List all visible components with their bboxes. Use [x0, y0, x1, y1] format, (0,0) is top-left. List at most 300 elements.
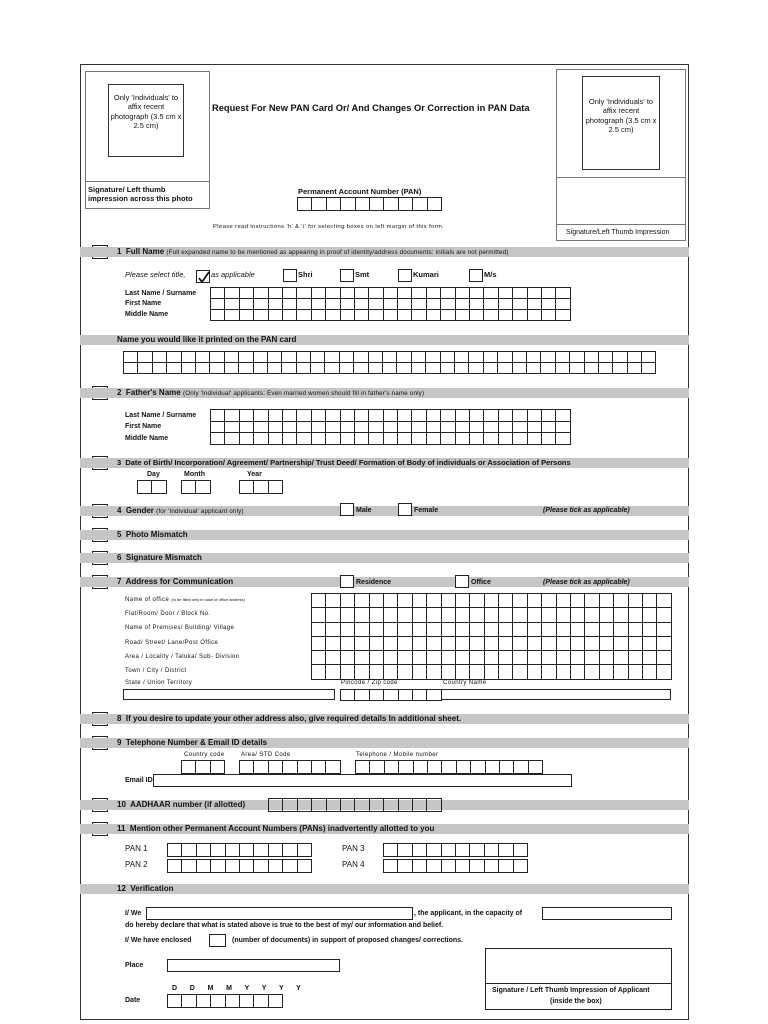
char-cell[interactable]: [297, 363, 311, 374]
s1-name-grid[interactable]: [210, 287, 571, 321]
place-input[interactable]: [167, 959, 340, 972]
char-cell[interactable]: [254, 422, 268, 434]
char-cell[interactable]: [182, 481, 196, 494]
char-cell[interactable]: [211, 299, 225, 310]
char-cell[interactable]: [384, 288, 398, 299]
char-cell[interactable]: [556, 310, 570, 321]
char-cell[interactable]: [657, 623, 671, 637]
char-cell[interactable]: [399, 799, 413, 812]
char-cell[interactable]: [456, 310, 470, 321]
char-cell[interactable]: [355, 288, 369, 299]
char-cell[interactable]: [412, 310, 426, 321]
char-cell[interactable]: [484, 422, 498, 434]
char-cell[interactable]: [470, 594, 484, 608]
char-cell[interactable]: [167, 363, 181, 374]
char-cell[interactable]: [412, 288, 426, 299]
char-cell[interactable]: [182, 844, 196, 857]
char-cell[interactable]: [384, 608, 398, 622]
char-cell[interactable]: [528, 651, 542, 665]
char-cell[interactable]: [240, 410, 254, 422]
char-cell[interactable]: [269, 860, 283, 873]
char-cell[interactable]: [297, 299, 311, 310]
char-cell[interactable]: [585, 352, 599, 363]
char-cell[interactable]: [370, 651, 384, 665]
char-cell[interactable]: [499, 651, 513, 665]
char-cell[interactable]: [629, 594, 643, 608]
char-cell[interactable]: [269, 422, 283, 434]
char-cell[interactable]: [513, 422, 527, 434]
char-cell[interactable]: [528, 288, 542, 299]
char-cell[interactable]: [528, 433, 542, 445]
char-cell[interactable]: [657, 637, 671, 651]
char-cell[interactable]: [428, 198, 442, 211]
char-cell[interactable]: [398, 637, 412, 651]
char-cell[interactable]: [326, 433, 340, 445]
char-cell[interactable]: [499, 608, 513, 622]
char-cell[interactable]: [470, 310, 484, 321]
char-cell[interactable]: [398, 665, 412, 679]
char-cell[interactable]: [441, 352, 455, 363]
char-cell[interactable]: [326, 310, 340, 321]
char-cell[interactable]: [298, 799, 312, 812]
pan3-grid[interactable]: [383, 843, 528, 857]
country-code-grid[interactable]: [181, 760, 225, 774]
char-cell[interactable]: [283, 310, 297, 321]
char-cell[interactable]: [384, 637, 398, 651]
char-cell[interactable]: [240, 288, 254, 299]
char-cell[interactable]: [383, 352, 397, 363]
female-checkbox[interactable]: [398, 503, 412, 516]
char-cell[interactable]: [542, 637, 556, 651]
char-cell[interactable]: [196, 352, 210, 363]
char-cell[interactable]: [383, 363, 397, 374]
char-cell[interactable]: [326, 665, 340, 679]
char-cell[interactable]: [413, 690, 427, 701]
char-cell[interactable]: [312, 433, 326, 445]
char-cell[interactable]: [240, 995, 254, 1008]
char-cell[interactable]: [412, 299, 426, 310]
char-cell[interactable]: [384, 422, 398, 434]
char-cell[interactable]: [470, 860, 484, 873]
char-cell[interactable]: [427, 799, 441, 812]
char-cell[interactable]: [240, 761, 254, 774]
char-cell[interactable]: [413, 860, 427, 873]
char-cell[interactable]: [643, 637, 657, 651]
char-cell[interactable]: [470, 651, 484, 665]
char-cell[interactable]: [210, 363, 224, 374]
char-cell[interactable]: [455, 363, 469, 374]
char-cell[interactable]: [514, 844, 528, 857]
char-cell[interactable]: [629, 637, 643, 651]
char-cell[interactable]: [341, 310, 355, 321]
char-cell[interactable]: [138, 363, 152, 374]
char-cell[interactable]: [513, 433, 527, 445]
char-cell[interactable]: [211, 995, 225, 1008]
s2-name-grid[interactable]: [210, 409, 571, 445]
char-cell[interactable]: [557, 623, 571, 637]
char-cell[interactable]: [341, 651, 355, 665]
char-cell[interactable]: [442, 761, 456, 774]
applicant-name-input[interactable]: [146, 907, 413, 920]
char-cell[interactable]: [327, 198, 341, 211]
char-cell[interactable]: [556, 299, 570, 310]
char-cell[interactable]: [254, 299, 268, 310]
char-cell[interactable]: [355, 799, 369, 812]
char-cell[interactable]: [426, 352, 440, 363]
char-cell[interactable]: [369, 410, 383, 422]
email-input[interactable]: [153, 774, 572, 787]
char-cell[interactable]: [542, 288, 556, 299]
char-cell[interactable]: [398, 860, 412, 873]
char-cell[interactable]: [196, 481, 210, 494]
char-cell[interactable]: [499, 860, 513, 873]
aadhaar-grid[interactable]: [268, 798, 442, 812]
day-grid[interactable]: [137, 480, 167, 494]
char-cell[interactable]: [456, 433, 470, 445]
char-cell[interactable]: [311, 352, 325, 363]
char-cell[interactable]: [240, 422, 254, 434]
char-cell[interactable]: [297, 352, 311, 363]
char-cell[interactable]: [226, 844, 240, 857]
char-cell[interactable]: [254, 288, 268, 299]
char-cell[interactable]: [427, 637, 441, 651]
char-cell[interactable]: [442, 860, 456, 873]
char-cell[interactable]: [239, 363, 253, 374]
char-cell[interactable]: [412, 352, 426, 363]
char-cell[interactable]: [470, 608, 484, 622]
char-cell[interactable]: [456, 860, 470, 873]
char-cell[interactable]: [499, 637, 513, 651]
char-cell[interactable]: [413, 637, 427, 651]
char-cell[interactable]: [585, 637, 599, 651]
char-cell[interactable]: [541, 352, 555, 363]
char-cell[interactable]: [456, 844, 470, 857]
char-cell[interactable]: [225, 288, 239, 299]
char-cell[interactable]: [657, 608, 671, 622]
char-cell[interactable]: [427, 299, 441, 310]
char-cell[interactable]: [412, 433, 426, 445]
char-cell[interactable]: [657, 594, 671, 608]
char-cell[interactable]: [643, 665, 657, 679]
char-cell[interactable]: [211, 433, 225, 445]
char-cell[interactable]: [484, 433, 498, 445]
char-cell[interactable]: [470, 422, 484, 434]
char-cell[interactable]: [210, 352, 224, 363]
char-cell[interactable]: [485, 844, 499, 857]
char-cell[interactable]: [499, 594, 513, 608]
char-cell[interactable]: [398, 844, 412, 857]
date-grid[interactable]: [167, 994, 283, 1008]
char-cell[interactable]: [168, 995, 182, 1008]
char-cell[interactable]: [283, 422, 297, 434]
char-cell[interactable]: [542, 422, 556, 434]
char-cell[interactable]: [599, 352, 613, 363]
char-cell[interactable]: [456, 288, 470, 299]
char-cell[interactable]: [225, 352, 239, 363]
char-cell[interactable]: [340, 352, 354, 363]
char-cell[interactable]: [412, 363, 426, 374]
char-cell[interactable]: [542, 433, 556, 445]
char-cell[interactable]: [613, 363, 627, 374]
char-cell[interactable]: [283, 288, 297, 299]
char-cell[interactable]: [470, 844, 484, 857]
char-cell[interactable]: [196, 761, 210, 774]
char-cell[interactable]: [470, 299, 484, 310]
char-cell[interactable]: [471, 761, 485, 774]
char-cell[interactable]: [599, 363, 613, 374]
char-cell[interactable]: [412, 410, 426, 422]
char-cell[interactable]: [370, 594, 384, 608]
char-cell[interactable]: [240, 481, 254, 494]
char-cell[interactable]: [428, 761, 442, 774]
address-grid[interactable]: [311, 593, 672, 680]
char-cell[interactable]: [398, 594, 412, 608]
char-cell[interactable]: [226, 995, 240, 1008]
char-cell[interactable]: [585, 608, 599, 622]
char-cell[interactable]: [527, 352, 541, 363]
char-cell[interactable]: [182, 761, 196, 774]
char-cell[interactable]: [298, 860, 312, 873]
char-cell[interactable]: [384, 860, 398, 873]
char-cell[interactable]: [528, 608, 542, 622]
char-cell[interactable]: [268, 352, 282, 363]
char-cell[interactable]: [369, 288, 383, 299]
char-cell[interactable]: [542, 623, 556, 637]
char-cell[interactable]: [499, 310, 513, 321]
char-cell[interactable]: [499, 665, 513, 679]
country-input[interactable]: [441, 689, 671, 700]
char-cell[interactable]: [412, 422, 426, 434]
char-cell[interactable]: [643, 651, 657, 665]
char-cell[interactable]: [642, 363, 656, 374]
char-cell[interactable]: [427, 651, 441, 665]
char-cell[interactable]: [370, 623, 384, 637]
char-cell[interactable]: [124, 363, 138, 374]
char-cell[interactable]: [283, 433, 297, 445]
char-cell[interactable]: [370, 637, 384, 651]
char-cell[interactable]: [585, 363, 599, 374]
char-cell[interactable]: [542, 651, 556, 665]
pan-input-grid[interactable]: [297, 197, 442, 211]
char-cell[interactable]: [297, 288, 311, 299]
char-cell[interactable]: [527, 363, 541, 374]
state-input[interactable]: [123, 689, 335, 700]
char-cell[interactable]: [225, 299, 239, 310]
char-cell[interactable]: [499, 422, 513, 434]
char-cell[interactable]: [370, 761, 384, 774]
char-cell[interactable]: [413, 198, 427, 211]
char-cell[interactable]: [456, 410, 470, 422]
char-cell[interactable]: [513, 594, 527, 608]
char-cell[interactable]: [340, 363, 354, 374]
char-cell[interactable]: [441, 410, 455, 422]
char-cell[interactable]: [456, 651, 470, 665]
char-cell[interactable]: [399, 761, 413, 774]
char-cell[interactable]: [457, 761, 471, 774]
char-cell[interactable]: [384, 623, 398, 637]
char-cell[interactable]: [484, 310, 498, 321]
char-cell[interactable]: [441, 433, 455, 445]
char-cell[interactable]: [427, 860, 441, 873]
char-cell[interactable]: [442, 844, 456, 857]
char-cell[interactable]: [297, 410, 311, 422]
char-cell[interactable]: [297, 422, 311, 434]
char-cell[interactable]: [355, 422, 369, 434]
num-documents-input[interactable]: [209, 934, 226, 947]
char-cell[interactable]: [254, 352, 268, 363]
char-cell[interactable]: [312, 288, 326, 299]
char-cell[interactable]: [312, 410, 326, 422]
char-cell[interactable]: [456, 665, 470, 679]
char-cell[interactable]: [541, 363, 555, 374]
char-cell[interactable]: [485, 608, 499, 622]
char-cell[interactable]: [427, 433, 441, 445]
char-cell[interactable]: [397, 363, 411, 374]
char-cell[interactable]: [542, 410, 556, 422]
char-cell[interactable]: [427, 665, 441, 679]
title-ms-checkbox[interactable]: [469, 269, 483, 282]
char-cell[interactable]: [485, 594, 499, 608]
char-cell[interactable]: [312, 799, 326, 812]
char-cell[interactable]: [370, 665, 384, 679]
char-cell[interactable]: [326, 651, 340, 665]
char-cell[interactable]: [571, 665, 585, 679]
char-cell[interactable]: [398, 651, 412, 665]
pan4-grid[interactable]: [383, 859, 528, 873]
char-cell[interactable]: [614, 594, 628, 608]
char-cell[interactable]: [500, 761, 514, 774]
char-cell[interactable]: [197, 995, 211, 1008]
char-cell[interactable]: [442, 651, 456, 665]
char-cell[interactable]: [384, 410, 398, 422]
year-grid[interactable]: [239, 480, 283, 494]
char-cell[interactable]: [384, 844, 398, 857]
char-cell[interactable]: [513, 637, 527, 651]
char-cell[interactable]: [600, 594, 614, 608]
char-cell[interactable]: [341, 422, 355, 434]
char-cell[interactable]: [384, 690, 398, 701]
capacity-input[interactable]: [542, 907, 672, 920]
char-cell[interactable]: [514, 860, 528, 873]
char-cell[interactable]: [456, 608, 470, 622]
char-cell[interactable]: [469, 363, 483, 374]
char-cell[interactable]: [326, 594, 340, 608]
char-cell[interactable]: [326, 608, 340, 622]
char-cell[interactable]: [556, 352, 570, 363]
char-cell[interactable]: [571, 637, 585, 651]
char-cell[interactable]: [312, 637, 326, 651]
char-cell[interactable]: [225, 433, 239, 445]
char-cell[interactable]: [355, 594, 369, 608]
char-cell[interactable]: [355, 651, 369, 665]
char-cell[interactable]: [355, 665, 369, 679]
char-cell[interactable]: [513, 665, 527, 679]
char-cell[interactable]: [426, 363, 440, 374]
char-cell[interactable]: [297, 310, 311, 321]
char-cell[interactable]: [513, 288, 527, 299]
char-cell[interactable]: [629, 623, 643, 637]
char-cell[interactable]: [442, 594, 456, 608]
char-cell[interactable]: [513, 651, 527, 665]
char-cell[interactable]: [269, 799, 283, 812]
char-cell[interactable]: [528, 637, 542, 651]
char-cell[interactable]: [269, 844, 283, 857]
char-cell[interactable]: [268, 363, 282, 374]
char-cell[interactable]: [354, 363, 368, 374]
char-cell[interactable]: [556, 422, 570, 434]
char-cell[interactable]: [369, 363, 383, 374]
char-cell[interactable]: [600, 665, 614, 679]
char-cell[interactable]: [484, 363, 498, 374]
char-cell[interactable]: [369, 310, 383, 321]
char-cell[interactable]: [384, 594, 398, 608]
photo-box-right[interactable]: [556, 69, 686, 241]
char-cell[interactable]: [182, 995, 196, 1008]
char-cell[interactable]: [269, 299, 283, 310]
char-cell[interactable]: [529, 761, 543, 774]
char-cell[interactable]: [643, 594, 657, 608]
char-cell[interactable]: [384, 299, 398, 310]
char-cell[interactable]: [571, 651, 585, 665]
char-cell[interactable]: [456, 623, 470, 637]
char-cell[interactable]: [326, 761, 340, 774]
char-cell[interactable]: [398, 422, 412, 434]
char-cell[interactable]: [197, 860, 211, 873]
char-cell[interactable]: [269, 761, 283, 774]
char-cell[interactable]: [211, 761, 225, 774]
char-cell[interactable]: [557, 637, 571, 651]
char-cell[interactable]: [298, 198, 312, 211]
month-grid[interactable]: [181, 480, 211, 494]
char-cell[interactable]: [614, 623, 628, 637]
char-cell[interactable]: [269, 995, 283, 1008]
char-cell[interactable]: [456, 422, 470, 434]
char-cell[interactable]: [556, 433, 570, 445]
char-cell[interactable]: [341, 623, 355, 637]
char-cell[interactable]: [370, 799, 384, 812]
char-cell[interactable]: [456, 594, 470, 608]
char-cell[interactable]: [341, 665, 355, 679]
char-cell[interactable]: [384, 310, 398, 321]
char-cell[interactable]: [513, 310, 527, 321]
char-cell[interactable]: [413, 665, 427, 679]
char-cell[interactable]: [182, 363, 196, 374]
char-cell[interactable]: [614, 608, 628, 622]
char-cell[interactable]: [182, 352, 196, 363]
char-cell[interactable]: [325, 352, 339, 363]
char-cell[interactable]: [499, 844, 513, 857]
char-cell[interactable]: [326, 410, 340, 422]
char-cell[interactable]: [269, 433, 283, 445]
char-cell[interactable]: [542, 608, 556, 622]
char-cell[interactable]: [456, 299, 470, 310]
char-cell[interactable]: [356, 198, 370, 211]
char-cell[interactable]: [240, 844, 254, 857]
char-cell[interactable]: [312, 198, 326, 211]
char-cell[interactable]: [225, 410, 239, 422]
char-cell[interactable]: [211, 844, 225, 857]
char-cell[interactable]: [485, 665, 499, 679]
char-cell[interactable]: [643, 608, 657, 622]
char-cell[interactable]: [341, 410, 355, 422]
char-cell[interactable]: [629, 651, 643, 665]
char-cell[interactable]: [485, 637, 499, 651]
char-cell[interactable]: [196, 363, 210, 374]
char-cell[interactable]: [485, 860, 499, 873]
char-cell[interactable]: [571, 608, 585, 622]
char-cell[interactable]: [225, 310, 239, 321]
char-cell[interactable]: [298, 761, 312, 774]
